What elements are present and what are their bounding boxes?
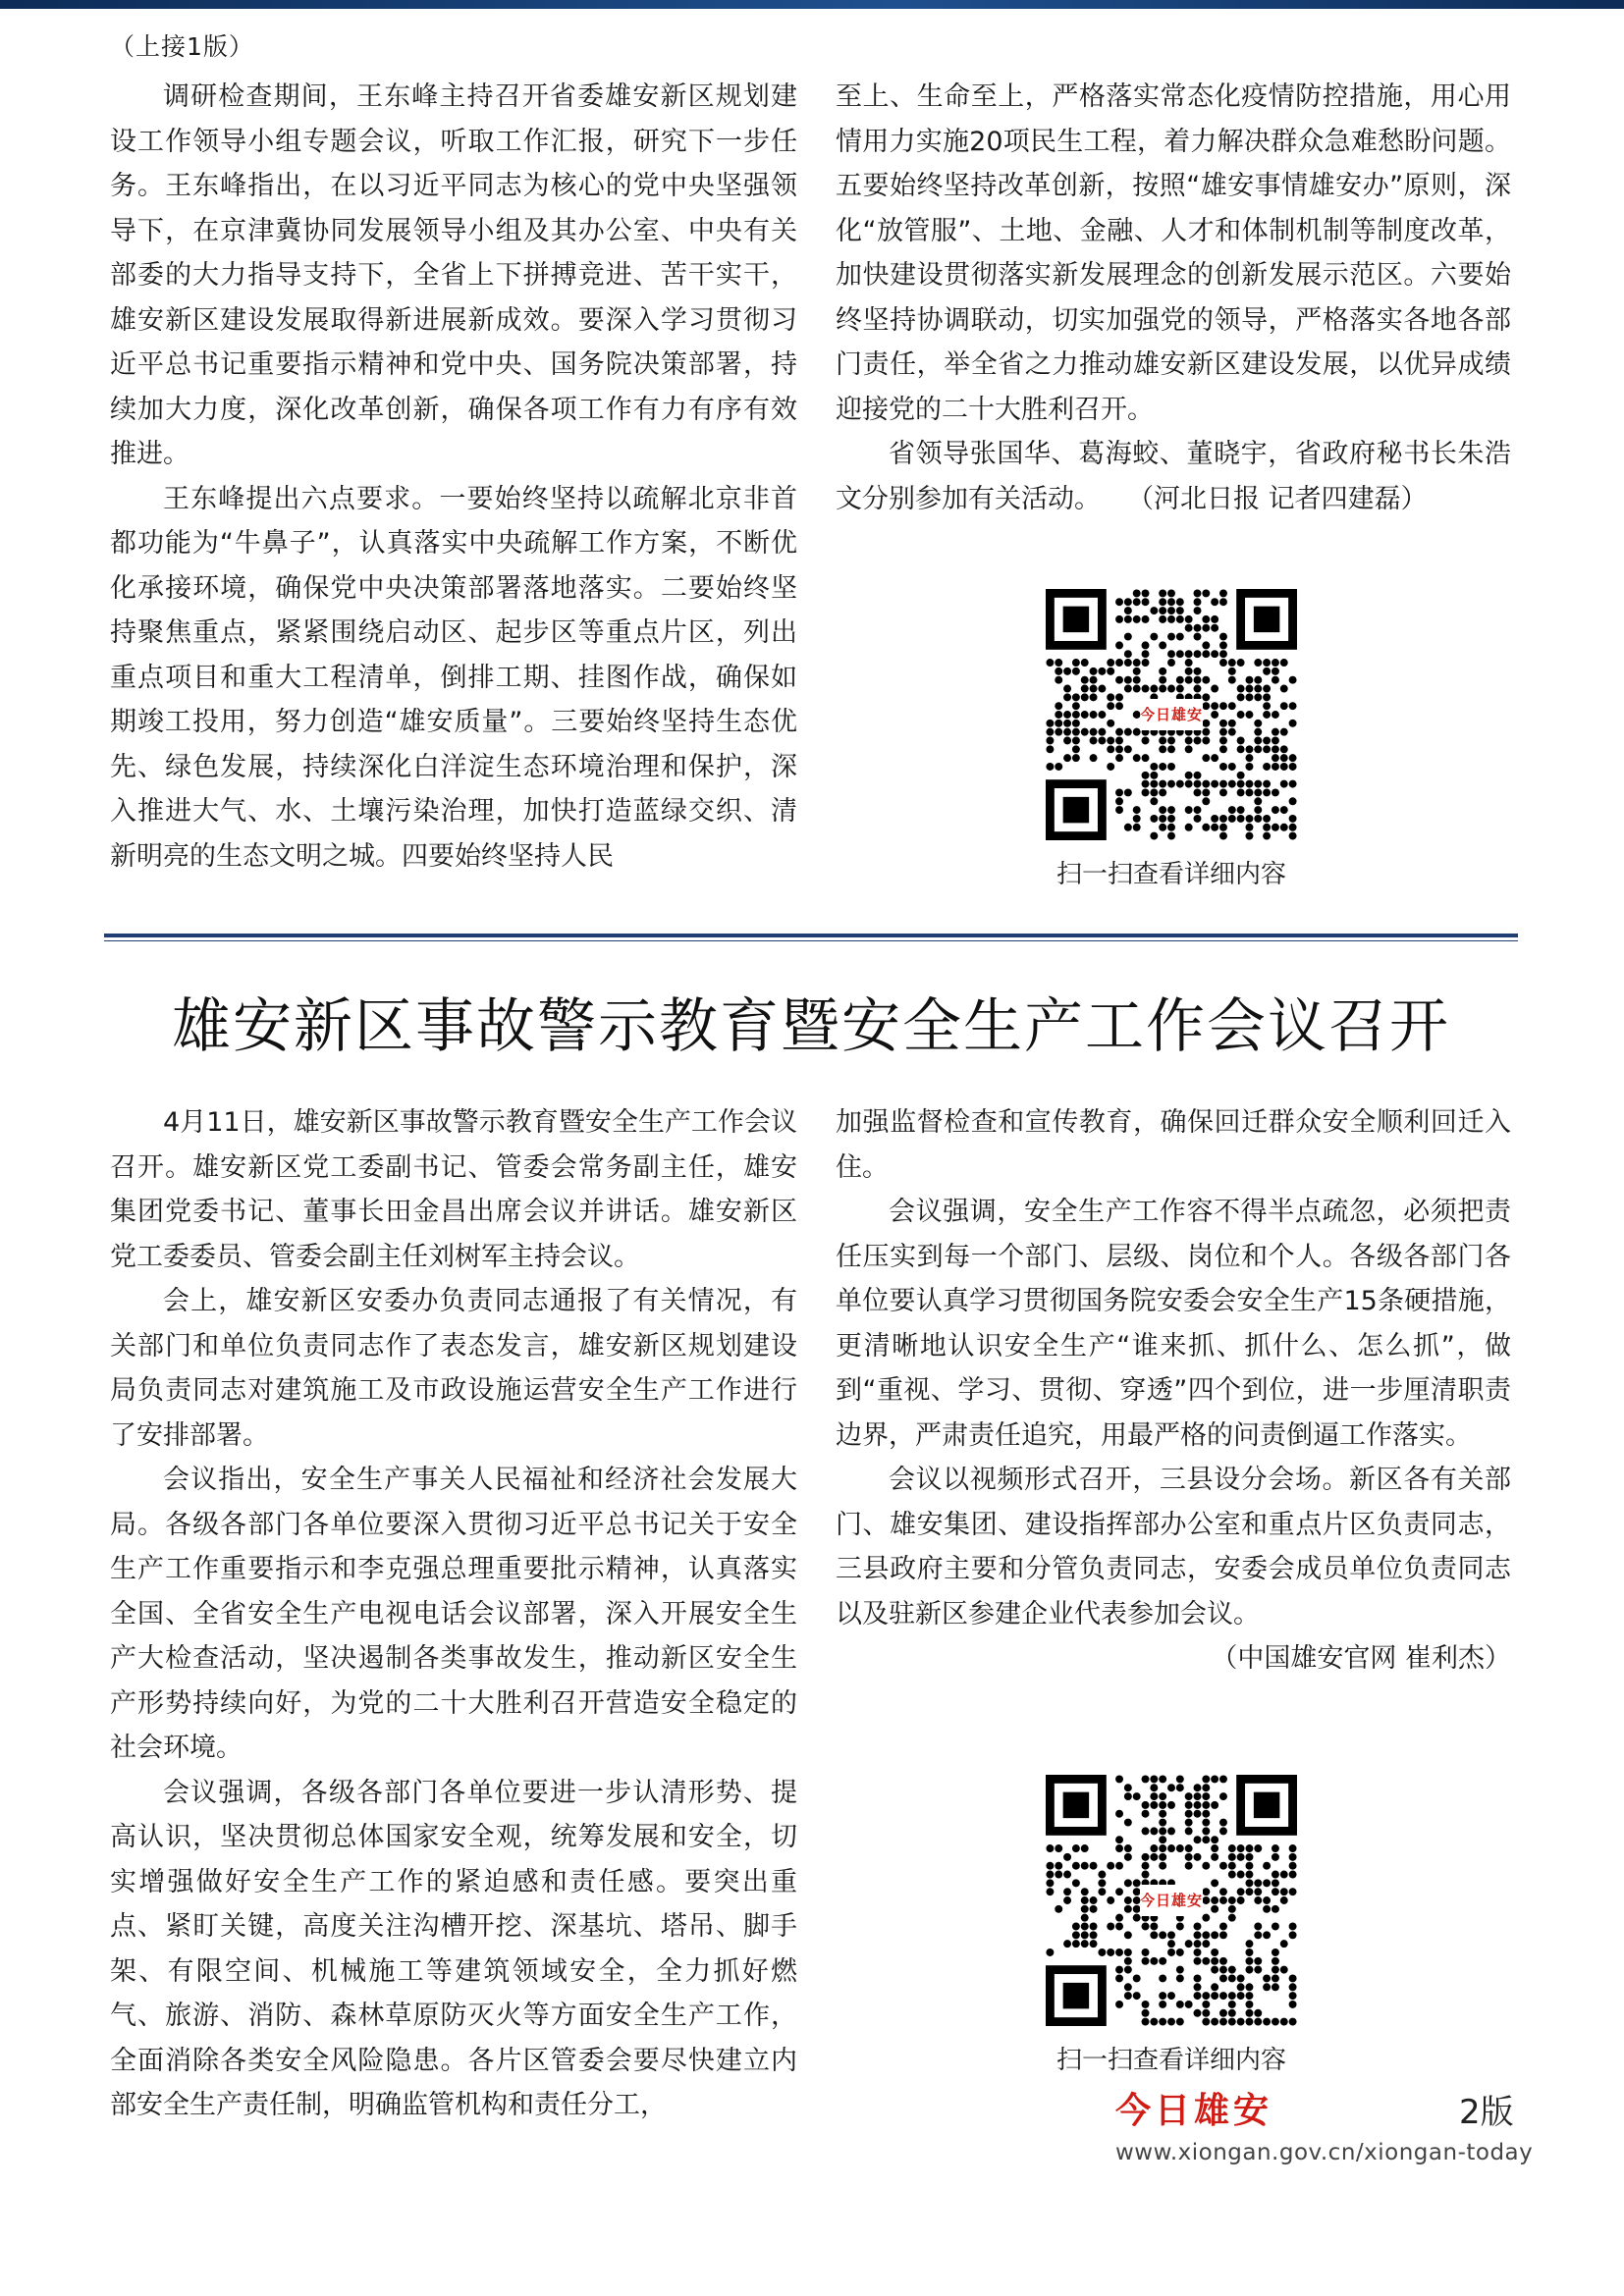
- paragraph: 王东峰提出六点要求。一要始终坚持以疏解北京非首都功能为“牛鼻子”，认真落实中央疏解工作方案，不断优化承接环境，确保党中央决策部署落地落实。二要始终坚持聚焦重点，紧紧围绕启动区、起步区等重点片区，列出重点项目和重大工程清单，倒排工期、挂图作战，确保如期竣工投用，努力创造“雄安质量”。三要始终坚持生态优先、绿色发展，持续深化白洋淀生态环境治理和保护，深入推进大气、水、土壤污染治理，加快打造蓝绿交织、清新明亮的生态文明之城。四要始终坚持人民: [110, 483, 797, 872]
- paragraph: 4月11日，雄安新区事故警示教育暨安全生产工作会议召开。雄安新区党工委副书记、管委会常务副主任，雄安集团党委书记、董事长田金昌出席会议并讲话。雄安新区党工委委员、管委会副主任刘树军主持会议。: [110, 1107, 797, 1272]
- continued-label: （上接1版）: [110, 32, 254, 61]
- qr-code[interactable]: [1046, 589, 1297, 840]
- paragraph: 省领导张国华、葛海蛟、董晓宇，省政府秘书长朱浩文分别参加有关活动。 （河北日报 记者四建磊）: [836, 439, 1511, 514]
- article1-column-left: [110, 75, 797, 879]
- article2-source: （中国雄安官网 崔利杰）: [1211, 1643, 1511, 1674]
- top-color-bar: [0, 0, 1624, 9]
- paragraph: 会议强调，各级各部门各单位要进一步认清形势、提高认识，坚决贯彻总体国家安全观，统筹发展和安全，切实增强做好安全生产工作的紧迫感和责任感。要突出重点、紧盯关键，高度关注沟槽开挖、深基坑、塔吊、脚手架、有限空间、机械施工等建筑领域安全，全力抓好燃气、旅游、消防、森林草原防灭火等方面安全生产工作，全面消除各类安全风险隐患。各片区管委会要尽快建立内部安全生产责任制，明确监管机构和责任分工，: [110, 1777, 797, 2120]
- paragraph: 会议强调，安全生产工作容不得半点疏忽，必须把责任压实到每一个部门、层级、岗位和个人。各级各部门各单位要认真学习贯彻国务院安委会安全生产15条硬措施，更清晰地认识安全生产“谁来抓、抓什么、怎么抓”，做到“重视、学习、贯彻、穿透”四个到位，进一步厘清职责边界，严肃责任追究，用最严格的问责倒逼工作落实。: [836, 1197, 1511, 1451]
- paragraph: 会议指出，安全生产事关人民福祉和经济社会发展大局。各级各部门各单位要深入贯彻习近平总书记关于安全生产工作重要指示和李克强总理重要批示精神，认真落实全国、全省安全生产电视电话会议部署，深入开展安全生产大检查活动，坚决遏制各类事故发生，推动新区安全生产形势持续向好，为党的二十大胜利召开营造安全稳定的社会环境。: [110, 1465, 797, 1763]
- qr-center-logo: 今日雄安: [1140, 1885, 1203, 1916]
- qr-code[interactable]: [1046, 1775, 1297, 2026]
- article2-column-left: [110, 1100, 797, 2128]
- brand-logo: 今日雄安: [1115, 2090, 1273, 2131]
- section-divider: [104, 934, 1518, 937]
- article2-headline: 雄安新区事故警示教育暨安全生产工作会议召开: [172, 992, 1450, 1061]
- page-number: 2版: [1459, 2093, 1514, 2132]
- paragraph: 至上、生命至上，严格落实常态化疫情防控措施，用心用情用力实施20项民生工程，着力解决群众急难愁盼问题。五要始终坚持改革创新，按照“雄安事情雄安办”原则，深化“放管服”、土地、金融、人才和体制机制等制度改革，加快建设贯彻落实新发展理念的创新发展示范区。六要始终坚持协调联动，切实加强党的领导，严格落实各地各部门责任，举全省之力推动雄安新区建设发展，以优异成绩迎接党的二十大胜利召开。: [836, 81, 1511, 425]
- section-divider-thin: [104, 940, 1518, 941]
- qr-center-logo: 今日雄安: [1140, 699, 1203, 730]
- paragraph: 加强监督检查和宣传教育，确保回迁群众安全顺利回迁入住。: [836, 1107, 1511, 1183]
- paragraph: 会议以视频形式召开，三县设分会场。新区各有关部门、雄安集团、建设指挥部办公室和重点片区负责同志，三县政府主要和分管负责同志，安委会成员单位负责同志以及驻新区参建企业代表参加会议。: [836, 1465, 1511, 1629]
- paragraph: 调研检查期间，王东峰主持召开省委雄安新区规划建设工作领导小组专题会议，听取工作汇报，研究下一步任务。王东峰指出，在以习近平同志为核心的党中央坚强领导下，在京津冀协同发展领导小组及其办公室、中央有关部委的大力指导支持下，全省上下拼搏竞进、苦干实干，雄安新区建设发展取得新进展新成效。要深入学习贯彻习近平总书记重要指示精神和党中央、国务院决策部署，持续加大力度，深化改革创新，确保各项工作有力有序有效推进。: [110, 81, 797, 469]
- site-url[interactable]: www.xiongan.gov.cn/xiongan-today: [1115, 2140, 1534, 2165]
- paragraph: 会上，雄安新区安委办负责同志通报了有关情况，有关部门和单位负责同志作了表态发言，雄安新区规划建设局负责同志对建筑施工及市政设施运营安全生产工作进行了安排部署。: [110, 1286, 797, 1451]
- qr-caption: 扫一扫查看详细内容: [1056, 860, 1286, 889]
- qr-caption: 扫一扫查看详细内容: [1056, 2046, 1286, 2075]
- article2-column-right: [836, 1100, 1511, 1682]
- article1-column-right: [836, 75, 1511, 521]
